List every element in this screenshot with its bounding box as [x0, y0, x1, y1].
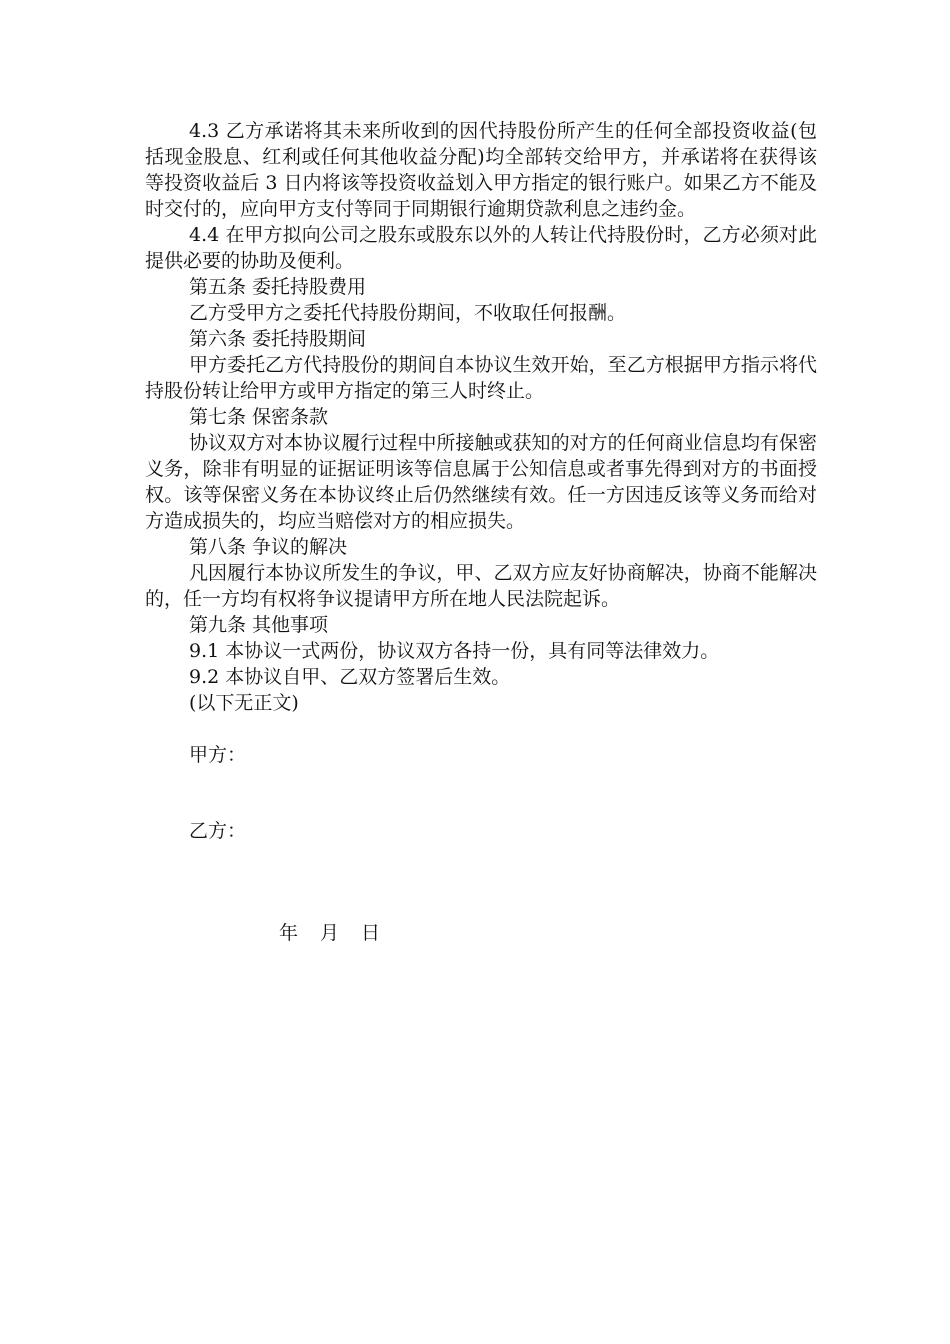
clause-4-4: 4.4 在甲方拟向公司之股东或股东以外的人转让代持股份时，乙方必须对此提供必要的协助及便利。	[145, 224, 817, 272]
spacer	[145, 768, 817, 818]
party-b-signature-label: 乙方：	[189, 820, 247, 842]
clause-4-3: 4.3 乙方承诺将其未来所收到的因代持股份所产生的任何全部投资收益(包括现金股息、红利或任何其他收益分配)均全部转交给甲方，并承诺将在获得该等投资收益后 3 日内将该等投资收益划入甲方指定的银行账户。如果乙方不能及时交付的，应向甲方支付等同于同期银行逾期贷款利息之违约金。	[145, 120, 817, 220]
article-5-body: 乙方受甲方之委托代持股份期间，不收取任何报酬。	[189, 302, 627, 324]
date-year-label: 年	[279, 922, 299, 944]
article-5-title: 第五条 委托持股费用	[189, 276, 367, 298]
article-9-title: 第九条 其他事项	[189, 614, 329, 636]
agreement-body	[145, 118, 817, 844]
spacer	[145, 716, 817, 742]
signing-date	[279, 920, 380, 946]
article-7-title: 第七条 保密条款	[189, 406, 329, 428]
end-of-text-note: (以下无正文)	[189, 692, 299, 714]
article-6-body: 甲方委托乙方代持股份的期间自本协议生效开始，至乙方根据甲方指示将代持股份转让给甲方或甲方指定的第三人时终止。	[145, 354, 817, 402]
article-8-body: 凡因履行本协议所发生的争议，甲、乙双方应友好协商解决，协商不能解决的，任一方均有权将争议提请甲方所在地人民法院起诉。	[145, 562, 817, 610]
date-day-label: 日	[361, 922, 381, 944]
clause-9-2: 9.2 本协议自甲、乙双方签署后生效。	[189, 666, 511, 688]
article-8-title: 第八条 争议的解决	[189, 536, 348, 558]
date-month-label: 月	[320, 922, 340, 944]
article-6-title: 第六条 委托持股期间	[189, 328, 367, 350]
party-a-signature-label: 甲方：	[189, 744, 247, 766]
clause-9-1: 9.1 本协议一式两份，协议双方各持一份，具有同等法律效力。	[189, 640, 720, 662]
article-7-body: 协议双方对本协议履行过程中所接触或获知的对方的任何商业信息均有保密义务，除非有明显的证据证明该等信息属于公知信息或者事先得到对方的书面授权。该等保密义务在本协议终止后仍然继续有效。任一方因违反该等义务而给对方造成损失的，均应当赔偿对方的相应损失。	[145, 432, 817, 532]
